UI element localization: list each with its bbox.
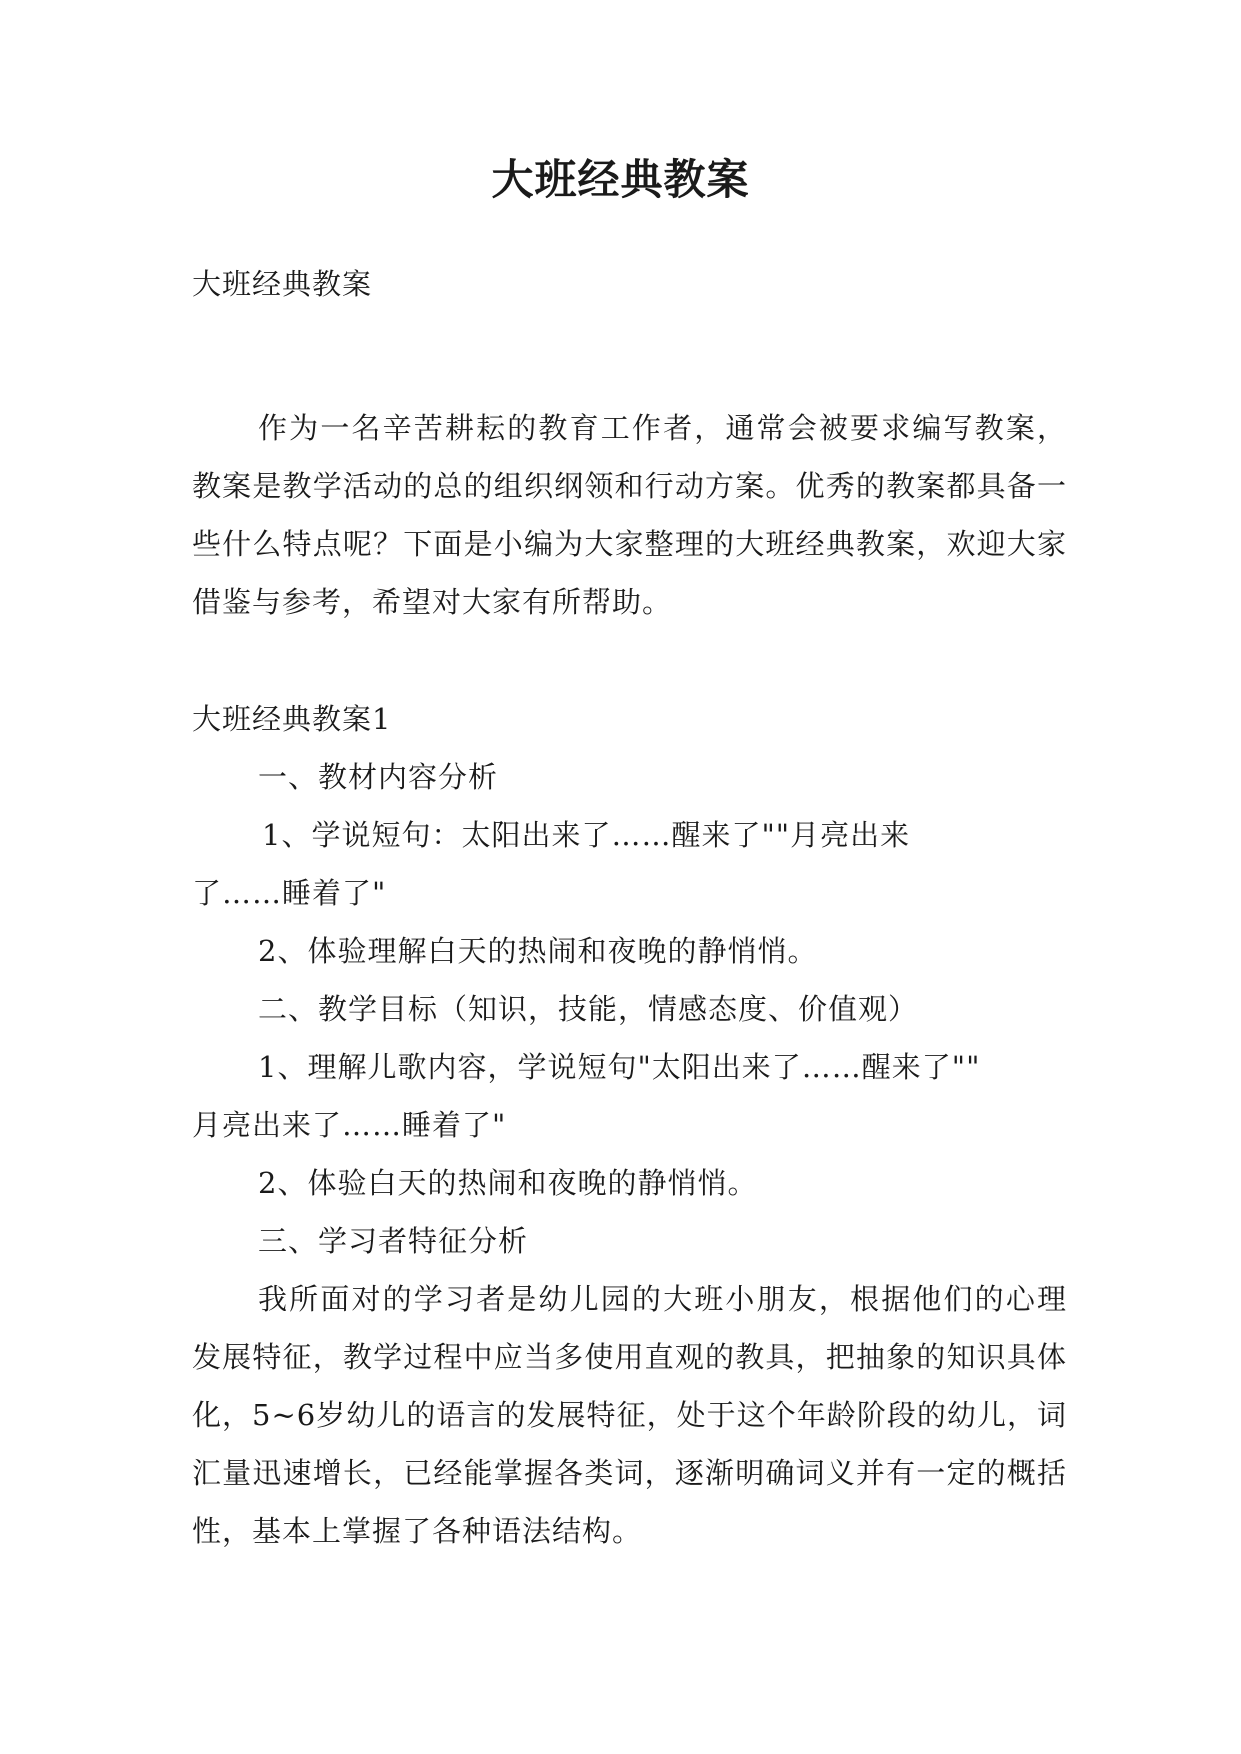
item2a-line1: 1、理解儿歌内容，学说短句"太阳出来了……醒来了"" (258, 1050, 981, 1084)
part2-heading: 二、教学目标（知识，技能，情感态度、价值观） (258, 992, 919, 1026)
document-title: 大班经典教案 (491, 155, 750, 204)
item1b: 2、体验理解白天的热闹和夜晚的静悄悄。 (258, 934, 818, 968)
item2b: 2、体验白天的热闹和夜晚的静悄悄。 (258, 1166, 758, 1200)
part1-heading: 一、教材内容分析 (258, 760, 499, 794)
document-subtitle: 大班经典教案 (192, 267, 373, 301)
item1a-line1: 1、学说短句：太阳出来了……醒来了""月亮出来 (262, 818, 911, 852)
part3-body: 我所面对的学习者是幼儿园的大班小朋友，根据他们的心理发展特征，教学过程中应当多使用直观的教具，把抽象的知识具体化，5~6岁幼儿的语言的发展特征，处于这个年龄阶段的幼儿，词汇量迅速增长，已经能掌握各类词，逐渐明确词义并有一定的概括性，基本上掌握了各种语法结构。 (192, 1282, 1067, 1548)
item1a-line2: 了……睡着了" (192, 876, 387, 910)
part3-heading: 三、学习者特征分析 (258, 1224, 529, 1258)
section-heading: 大班经典教案1 (192, 702, 392, 736)
intro-paragraph: 作为一名辛苦耕耘的教育工作者，通常会被要求编写教案，教案是教学活动的总的组织纲领和行动方案。优秀的教案都具备一些什么特点呢？下面是小编为大家整理的大班经典教案，欢迎大家借鉴与参考，希望对大家有所帮助。 (192, 411, 1067, 619)
item2a-line2: 月亮出来了……睡着了" (192, 1108, 507, 1142)
